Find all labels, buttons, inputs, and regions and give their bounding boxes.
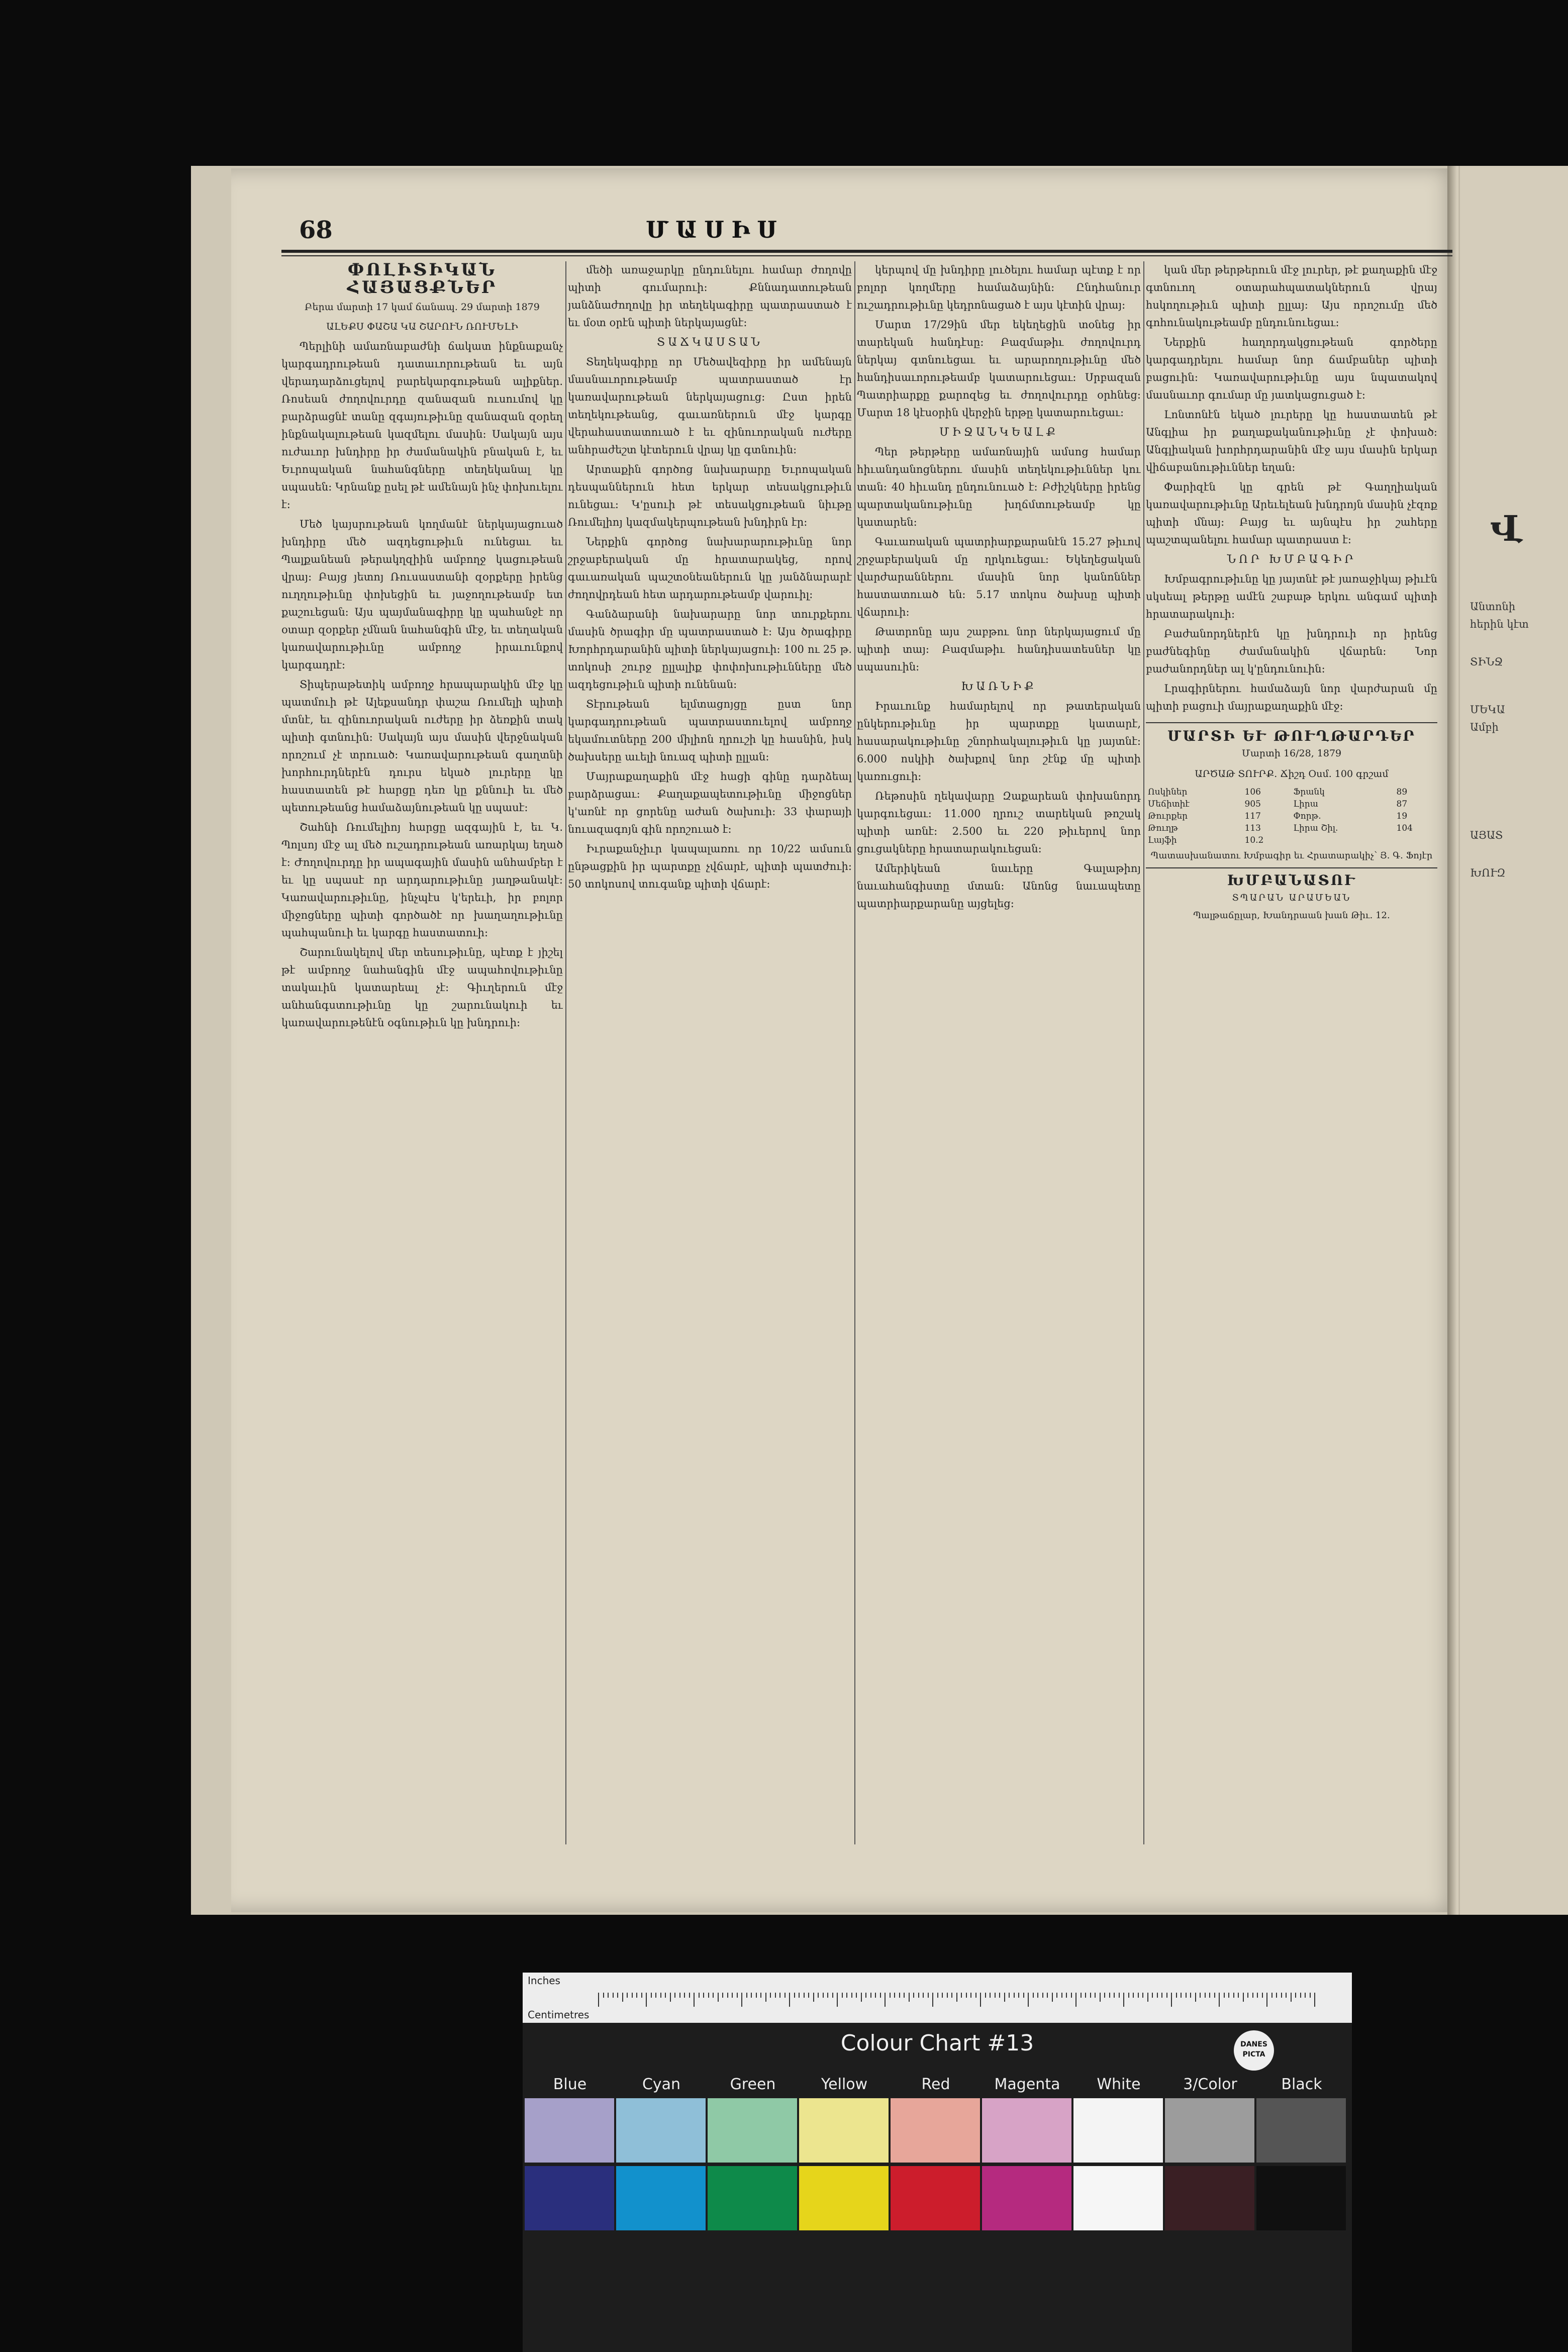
article-paragraph: Թատրոնը այս շաբթու նոր ներկայացում մը պիտի տայ։ Բազմաթիւ հանդիսատեսներ կը սպասուին։ bbox=[857, 626, 1141, 673]
ruler-tick bbox=[1238, 1993, 1239, 1998]
column-4 bbox=[1146, 261, 1437, 1849]
danes-picta-logo: DANES PICTA bbox=[1234, 2030, 1274, 2071]
article-paragraph: Փարիզէն կը գրեն թէ Գաղղիական կառավարութիւնը Արեւելեան խնդրոյն մասին չէզոք պիտի մնայ։ Բայց եւ այնպէս իր շահերը պաշտպանելու համար պատրաստ է։ bbox=[1146, 481, 1437, 546]
ruler-tick bbox=[1243, 1993, 1244, 2002]
ruler-tick bbox=[1119, 1993, 1120, 1998]
ruler-tick bbox=[861, 1993, 862, 2002]
ruler-tick bbox=[789, 1993, 790, 2007]
swatch-label-green: Green bbox=[730, 2076, 776, 2093]
ruler-tick bbox=[951, 1993, 952, 1998]
ruler-tick bbox=[617, 1993, 618, 1998]
facing-snippet: Ամբի bbox=[1470, 721, 1499, 733]
ruler-tick bbox=[1195, 1993, 1196, 2002]
ruler-tick bbox=[1104, 1993, 1105, 1998]
ruler-tick bbox=[980, 1993, 981, 2007]
ruler-tick bbox=[1075, 1993, 1076, 2007]
swatch-light bbox=[799, 2098, 889, 2163]
swatch-dark bbox=[1256, 2166, 1346, 2230]
article-paragraph: Իւրաքանչիւր կապալառու որ 10/22 ամսուն ընթացքին իր պարտքը չվճարէ, պիտի պատժուի։ 50 տոկոսով տուգանք պիտի վճարէ։ bbox=[568, 843, 852, 890]
ruler-tick bbox=[641, 1993, 642, 1998]
ruler-tick bbox=[1291, 1993, 1292, 2002]
ruler-tick bbox=[1219, 1993, 1220, 2007]
article-paragraph: Պերլինի ամառնաբաժնի ճակատ ինքնաքանչ կարգադրութեան դատաւորութեան եւ այն վերադարձուցելով բարեկարգութեան ալիքներ. Ռոսեան ժողովուրդը զանազան ուսումով կը բարձրացնէ տանը զգայութիւնը զանազան զօրեղ ինքնակալութեան կազմելու մասին։ Սակայն այս ուժաւոր խնդիրը իր ժամանակին բնական է, եւ Եւրոպական նահանգները տեղեկանալ կը սպասեն։ Կրնանք ըսել թէ ամենայն ինչ փոխուելու է։ bbox=[281, 340, 563, 511]
table-cell: 106 bbox=[1244, 787, 1261, 797]
ruler-tick bbox=[1181, 1993, 1182, 1998]
ruler-tick bbox=[1100, 1993, 1101, 2002]
swatch-dark bbox=[799, 2166, 889, 2230]
ruler-tick bbox=[923, 1993, 924, 1998]
header-rule-thin bbox=[281, 255, 1452, 256]
table-cell: Լիրա Շիլ. bbox=[1293, 823, 1338, 833]
ruler-tick bbox=[1300, 1993, 1301, 1998]
facing-page-fragment bbox=[1460, 166, 1568, 1915]
ruler-tick bbox=[1176, 1993, 1177, 1998]
table-cell bbox=[1291, 834, 1394, 846]
section-dateline: Բերա մարտի 17 կամ ճանապ. 29 մարտի 1879 bbox=[305, 302, 540, 313]
ruler-tick bbox=[880, 1993, 881, 1998]
ruler-tick bbox=[899, 1993, 900, 1998]
article-paragraph: Շահնի Ռումելիոյ հարցը ազգային է, եւ Կ. Պոլսոյ մէջ ալ մեծ ուշադրութեան առարկայ եղած է։ Ժողովուրդը իր ապագային մասին անհամբեր է եւ կը սպասէ որ արդարութիւնը յաղթանակէ։ Կառավարութիւնը, ինչպէս կ'երեւի, իր բոլոր միջոցները պիտի գործածէ որ խաղաղութիւնը պահպանուի եւ կարգը հաստատուի։ bbox=[281, 821, 563, 939]
ruler-tick bbox=[694, 1993, 695, 2007]
swatch-dark bbox=[891, 2166, 980, 2230]
ruler-tick bbox=[651, 1993, 652, 1998]
page-header bbox=[299, 216, 1163, 246]
ruler-tick bbox=[632, 1993, 633, 1998]
ruler-tick bbox=[904, 1993, 905, 1998]
ruler-tick bbox=[674, 1993, 675, 1998]
ruler-tick bbox=[1228, 1993, 1229, 1998]
article-paragraph: Լոնտոնէն եկած լուրերը կը հաստատեն թէ Անգլիա իր քաղաքականութիւնը չէ փոխած։ Անգլիական խորհրդարանին մէջ այս մասին երկար վիճաբանութիւններ եղան։ bbox=[1146, 409, 1437, 473]
facing-page-big-letter: Վ bbox=[1490, 508, 1522, 549]
ruler-tick bbox=[856, 1993, 857, 1998]
ruler-tick bbox=[1018, 1993, 1019, 1998]
section-heading: ՆՈՐ ԽՄԲԱԳԻՐ bbox=[1227, 553, 1356, 566]
ruler-tick bbox=[751, 1993, 752, 1998]
ruler-tick bbox=[1071, 1993, 1072, 1998]
swatch-dark bbox=[1073, 2166, 1163, 2230]
column-2 bbox=[568, 261, 852, 1849]
section-title: ՓՈԼԻՏԻԿԱՆ ՀԱՅԱՑՔՆԵՐ bbox=[347, 261, 498, 298]
ruler-tick bbox=[832, 1993, 833, 1998]
masthead: ՄԱՍԻՍ bbox=[646, 216, 785, 243]
ruler-tick bbox=[770, 1993, 771, 1998]
article-paragraph: Ռեթոսին ղեկավարը Զաքարեան փոխանորդ կարգուեցաւ։ 11.000 ղրուշ տարեկան թոշակ պիտի առնէ։ 2.500 եւ 220 թիւերով նոր ցուցակները հրատարակուեցան։ bbox=[857, 790, 1141, 855]
article-paragraph: Լրագիրներու համաձայն նոր վարժարան մը պիտի բացուի մայրաքաղաքին մէջ։ bbox=[1146, 682, 1437, 712]
ruler-tick bbox=[1266, 1993, 1267, 2007]
ruler-tick bbox=[794, 1993, 795, 1998]
facing-page-text bbox=[1470, 447, 1565, 882]
article-paragraph: Մարտ 17/29ին մեր եկեղեցին տօնեց իր տարեկան հանդէսը։ Բազմաթիւ ժողովուրդ ներկայ գտնուեցաւ եւ արարողութիւնը մեծ հանդիսաւորութեամբ կատարուեցաւ։ Սրբազան Պատրիարքը քարոզեց եւ ժողովուրդը օրհնեց։ Մարտ 18 կէսօրին վերջին երթը կատարուեցաւ։ bbox=[857, 319, 1141, 419]
ruler-tick bbox=[1085, 1993, 1086, 1998]
ruler-tick bbox=[928, 1993, 929, 1998]
ruler-tick bbox=[665, 1993, 666, 1998]
swatch-dark bbox=[982, 2166, 1071, 2230]
ruler-tick bbox=[756, 1993, 757, 1998]
ruler-tick bbox=[1200, 1993, 1201, 1998]
ruler-tick bbox=[865, 1993, 866, 1998]
article-paragraph: Բաժանորդներէն կը խնդրուի որ իրենց բաժնեգինը ժամանակին վճարեն։ Նոր բաժանորդներ ալ կ'ընդունուին։ bbox=[1146, 628, 1437, 675]
table-cell: 905 bbox=[1244, 799, 1261, 809]
ruler-tick bbox=[1171, 1993, 1172, 2007]
ruler-tick bbox=[956, 1993, 957, 2002]
table-row bbox=[1146, 786, 1437, 798]
column-3 bbox=[857, 261, 1141, 1849]
market-date: Մարտի 16/28, 1879 bbox=[1241, 748, 1342, 759]
swatch-label-yellow: Yellow bbox=[821, 2076, 868, 2093]
swatch-light bbox=[525, 2098, 614, 2163]
table-cell: 117 bbox=[1244, 811, 1261, 821]
table-cell: 89 bbox=[1396, 787, 1408, 797]
column-divider bbox=[854, 261, 855, 1844]
ruler-tick bbox=[1257, 1993, 1258, 1998]
ruler-tick bbox=[598, 1993, 599, 2007]
facing-snippet: հերին կէտ bbox=[1470, 618, 1529, 630]
swatch-labels bbox=[523, 2076, 1352, 2096]
ruler-tick bbox=[722, 1993, 723, 1998]
ruler-tick bbox=[1252, 1993, 1253, 1998]
ruler-tick bbox=[613, 1993, 614, 1998]
ruler-tick bbox=[1042, 1993, 1043, 1998]
ruler-tick bbox=[1262, 1993, 1263, 1998]
article-paragraph: Պեր թերթերը ամառնային ամսոց համար հիւանդանոցներու մասին տեղեկութիւններ կու տան։ 40 հիւանդ ընդունուած է։ Բժիշկները իրենց պարտականութիւնը խղճմտութեամբ կը կատարեն։ bbox=[857, 446, 1141, 528]
ruler-tick bbox=[827, 1993, 828, 1998]
ruler-tick bbox=[1271, 1993, 1272, 1998]
ruler-tick bbox=[1009, 1993, 1010, 1998]
swatch-dark bbox=[525, 2166, 614, 2230]
ruler-tick bbox=[1066, 1993, 1067, 1998]
swatch-label-black: Black bbox=[1281, 2076, 1322, 2093]
ruler-tick bbox=[818, 1993, 819, 1998]
ruler-tick bbox=[1047, 1993, 1048, 1998]
swatch-light bbox=[616, 2098, 706, 2163]
article-paragraph: Ամերիկեան նաւերը Գալաթիոյ նաւահանգիստը մտան։ Անոնց նաւապետը պատրիարքարանը այցելեց։ bbox=[857, 862, 1141, 910]
ruler-tick bbox=[737, 1993, 738, 1998]
article-paragraph: Գաւառական պատրիարքարանէն 15.27 թիւով շրջաբերական մը ղրկուեցաւ։ Եկեղեցական վարժարաններու մասին նոր կանոններ հաստատուած են։ 5.17 տոկոս ծախսը պիտի վճարուի։ bbox=[857, 536, 1141, 618]
ruler-tick bbox=[1128, 1993, 1129, 1998]
ruler-tick bbox=[1052, 1993, 1053, 2002]
ruler-tick bbox=[894, 1993, 895, 1998]
section-heading: ՄԻՋԱՆԿԵԱԼՔ bbox=[939, 426, 1059, 439]
ruler-tick bbox=[684, 1993, 685, 1998]
facing-snippet: ՏԻՆՋ bbox=[1470, 656, 1503, 668]
article-paragraph: Իրաւունք համարելով որ թատերական ընկերութիւնը իր պարտքը կատարէ, հասարակութիւնը շնորհակալութիւն կը յայտնէ։ 6.000 ոսկիի ծախքով նոր շէնք մը պիտի կառուցուի։ bbox=[857, 700, 1141, 782]
ruler-tick bbox=[1190, 1993, 1191, 1998]
ruler-tick bbox=[1023, 1993, 1024, 1998]
ruler-tick bbox=[999, 1993, 1000, 1998]
ruler-tick bbox=[603, 1993, 604, 1998]
ruler-tick bbox=[627, 1993, 628, 1998]
ruler-tick bbox=[913, 1993, 914, 1998]
facing-snippet: ԱՅԱՏ bbox=[1470, 829, 1503, 841]
swatch-light bbox=[891, 2098, 980, 2163]
ruler-tick bbox=[846, 1993, 847, 1998]
article-paragraph: կան մեր թերթերուն մէջ լուրեր, թէ քաղաքին մէջ գտնուող օտարահպատակներուն վրայ հսկողութիւն պիտի ըլլայ։ Այս որոշումը մեծ գոհունակութեամբ ընդունուեցաւ։ bbox=[1146, 264, 1437, 329]
ruler-tick bbox=[890, 1993, 891, 1998]
swatch-label-magenta: Magenta bbox=[994, 2076, 1060, 2093]
ruler-tick bbox=[760, 1993, 761, 1998]
colour-chart-title: Colour Chart #13 bbox=[840, 2030, 1034, 2056]
table-cell bbox=[1395, 834, 1438, 846]
ruler-tick bbox=[823, 1993, 824, 1998]
article-paragraph: մեծի առաջարկը ընդունելու համար ժողովը պիտի գումարուի։ Քննադատութեան յանձնաժողովը իր տեղեկագիրը պատրաստած է եւ մօտ օրէն պիտի ներկայացնէ։ bbox=[568, 264, 852, 329]
ruler-tick bbox=[995, 1993, 996, 1998]
ruler-tick bbox=[1095, 1993, 1096, 1998]
ruler-tick bbox=[1114, 1993, 1115, 1998]
article-paragraph: Տէրութեան ելմտացոյցը ըստ նոր կարգադրութեան պատրաստուելով ամբողջ եկամուտները 200 միլիոն ղրուշի կը հասնին, իսկ ծախսերը աւելի նուազ պիտի ըլլան։ bbox=[568, 698, 852, 763]
ruler-tick bbox=[741, 1993, 742, 2007]
swatch-label-white: White bbox=[1097, 2076, 1141, 2093]
article-paragraph: Արտաքին գործոց նախարարը Եւրոպական դեսպաններուն հետ երկար տեսակցութիւն ունեցաւ։ Կ'ըսուի թէ տեսակցութեան նիւթը Ռումելիոյ կազմակերպութեան խնդիրն էր։ bbox=[568, 463, 852, 528]
ruler-tick bbox=[1247, 1993, 1248, 1998]
article-paragraph: Շարունակելով մեր տեսութիւնը, պէտք է յիշել թէ ամբողջ նահանգին մէջ ապահովութիւնը տակաւին կատարեալ չէ։ Գիւղերուն մէջ անհանգստութիւնը կը շարունակուի եւ կառավարութենէն օգնութիւն կը խնդրուի։ bbox=[281, 946, 563, 1029]
table-cell: Թուրքեր bbox=[1148, 811, 1188, 821]
ruler-tick bbox=[975, 1993, 976, 1998]
ruler-tick bbox=[970, 1993, 971, 1998]
ruler-tick bbox=[765, 1993, 766, 2002]
ruler-tick bbox=[689, 1993, 690, 1998]
ruler-tick bbox=[1161, 1993, 1162, 1998]
market-title: ՄԱՐՏԻ ԵՒ ԹՈՒՂԹԱՐԴԵՐ bbox=[1167, 728, 1416, 744]
ruler-tick bbox=[713, 1993, 714, 1998]
table-row bbox=[1146, 798, 1437, 810]
swatch-label-cyan: Cyan bbox=[642, 2076, 681, 2093]
table-row bbox=[1146, 834, 1437, 846]
swatch-light bbox=[1165, 2098, 1254, 2163]
ruler-tick bbox=[909, 1993, 910, 2002]
swatch-dark bbox=[616, 2166, 706, 2230]
table-cell: Ֆրանկ bbox=[1293, 787, 1325, 797]
ruler-tick bbox=[1209, 1993, 1210, 1998]
ruler-tick bbox=[1295, 1993, 1296, 1998]
table-cell: Փորթ. bbox=[1293, 811, 1321, 821]
ruler-tick bbox=[990, 1993, 991, 1998]
ruler-tick bbox=[870, 1993, 871, 1998]
ruler-tick bbox=[1090, 1993, 1091, 1998]
imprint-address: Պալթաճըլար, Խանդրաան խան Թիւ. 12. bbox=[1193, 910, 1390, 921]
market-subtitle: ԱՐԾԱԹ ՏՈՒՐՔ. Ճիշդ Օսմ. 100 գրշամ bbox=[1195, 768, 1389, 779]
ruler-tick bbox=[1147, 1993, 1148, 2002]
table-cell: 104 bbox=[1396, 823, 1413, 833]
ruler-tick bbox=[1028, 1993, 1029, 2007]
colour-chart-target bbox=[523, 1973, 1352, 2352]
article-paragraph: Ներքին հաղորդակցութեան գործերը կարգադրելու համար նոր ճամբաներ պիտի բացուին։ Կառավարութիւնը այս նպատակով մասնաւոր գումար մը յատկացուցած է։ bbox=[1146, 336, 1437, 401]
article-paragraph: Գանձարանի նախարարը նոր տուրքերու մասին ծրագիր մը պատրաստած է։ Այս ծրագիրը Խորհրդարանին պիտի ներկայացուի։ 100 ու 25 թ. տոկոսի շուրջ ըլլալիք փոփոխութիւնները մեծ ազդեցութիւն պիտի ունենան։ bbox=[568, 608, 852, 691]
ruler-tick bbox=[985, 1993, 986, 1998]
ruler-tick bbox=[1037, 1993, 1038, 1998]
page-number: 68 bbox=[299, 216, 333, 244]
ruler-cm-label: Centimetres bbox=[528, 2009, 590, 2021]
ruler-tick bbox=[779, 1993, 780, 1998]
article-paragraph: Ներքին գործոց նախարարութիւնը նոր շրջաբերական մը հրատարակեց, որով գաւառական պաշտօնեաներուն կը յանձնարարէ ժողովրդեան հետ արդարութեամբ վարուիլ։ bbox=[568, 536, 852, 601]
ruler-tick bbox=[1142, 1993, 1143, 1998]
ruler-tick bbox=[1310, 1993, 1311, 1998]
ruler-tick bbox=[875, 1993, 876, 1998]
ruler-tick bbox=[1061, 1993, 1062, 1998]
swatch-light bbox=[1073, 2098, 1163, 2163]
measurement-ruler bbox=[523, 1973, 1352, 2023]
ruler-tick bbox=[1133, 1993, 1134, 1998]
ruler-tick bbox=[655, 1993, 656, 1998]
swatch-light bbox=[1256, 2098, 1346, 2163]
imprint bbox=[1146, 867, 1437, 924]
ruler-tick bbox=[1056, 1993, 1057, 1998]
column-1 bbox=[281, 261, 563, 1849]
swatch-label-red: Red bbox=[921, 2076, 950, 2093]
ruler-tick bbox=[937, 1993, 938, 1998]
section-heading: ԽԱՌՆԻՔ bbox=[961, 680, 1037, 693]
ruler-tick bbox=[679, 1993, 680, 1998]
ruler-tick bbox=[1224, 1993, 1225, 1998]
ruler-tick bbox=[1166, 1993, 1167, 1998]
ruler-tick bbox=[837, 1993, 838, 2007]
ruler-tick bbox=[699, 1993, 700, 1998]
article-paragraph: Մայրաքաղաքին մէջ հացի գինը դարձեալ բարձրացաւ։ Քաղաքապետութիւնը միջոցներ կ'առնէ որ ցորենը աժան ծախուի։ 33 փարայի նուազագոյն գին որոշուած է։ bbox=[568, 770, 852, 835]
ruler-tick bbox=[670, 1993, 671, 2002]
header-rule bbox=[281, 250, 1452, 253]
ruler-tick bbox=[1152, 1993, 1153, 1998]
market-rates-box bbox=[1146, 722, 1437, 846]
ruler-tick bbox=[727, 1993, 728, 1998]
ruler-tick bbox=[1014, 1993, 1015, 1998]
ruler-tick bbox=[808, 1993, 809, 1998]
ruler-tick bbox=[746, 1993, 747, 1998]
ruler-tick bbox=[918, 1993, 919, 1998]
ruler-tick bbox=[1286, 1993, 1287, 1998]
ruler-tick bbox=[1081, 1993, 1082, 1998]
ruler-tick bbox=[708, 1993, 709, 1998]
table-cell: 10.2 bbox=[1244, 835, 1264, 845]
swatch-light bbox=[982, 2098, 1071, 2163]
column-divider bbox=[565, 261, 566, 1844]
ruler-tick bbox=[842, 1993, 843, 1998]
ruler-tick bbox=[703, 1993, 704, 1998]
table-cell: Լիրա bbox=[1293, 799, 1318, 809]
table-row bbox=[1146, 822, 1437, 834]
ruler-tick bbox=[1205, 1993, 1206, 1998]
ruler-tick bbox=[1281, 1993, 1282, 1998]
swatch-light bbox=[708, 2098, 797, 2163]
article-paragraph: կերպով մը խնդիրը լուծելու համար պէտք է որ բոլոր կողմերը համաձայնին։ Ընդհանուր ուշադրութիւնը կեդրոնացած է այս կէտին վրայ։ bbox=[857, 264, 1141, 311]
ruler-tick bbox=[1214, 1993, 1215, 1998]
ruler-tick bbox=[804, 1993, 805, 1998]
table-cell: 113 bbox=[1244, 823, 1261, 833]
article-paragraph: Տիպերաթետիկ ամբողջ հրապարակին մէջ կը պատմուի թէ Ալեքսանդր փաշա Ռումելի պիտի մտնէ, եւ զինուորական ուժերը իր ձեռքին տակ պիտի գտնուին։ Սակայն այս մասին վերջնական որոշում չէ տրուած։ Կառավարութեան գաղտնի խորհուրդներէն դուրս եկած լուրերը կը հաստատեն թէ հարցը դեռ կը քննուի եւ մեծ պետութեանց համաձայնութեան կը սպասէ։ bbox=[281, 678, 563, 814]
section-heading: ՏԱՃԿԱՍՏԱՆ bbox=[657, 336, 763, 349]
ruler-tick bbox=[966, 1993, 967, 1998]
facing-snippet: ԽՈՒԶ bbox=[1470, 867, 1506, 879]
ruler-tick bbox=[660, 1993, 661, 1998]
imprint-title: ԽՄԲԱՆԱՏՈՒ bbox=[1227, 872, 1356, 889]
ruler-tick bbox=[1314, 1993, 1315, 2007]
swatch-dark bbox=[708, 2166, 797, 2230]
table-cell: Ոսկիներ bbox=[1148, 787, 1188, 797]
table-cell: Լայֆի bbox=[1148, 835, 1177, 845]
market-rates-table bbox=[1146, 786, 1437, 846]
ruler-tick bbox=[885, 1993, 886, 2007]
ruler-tick bbox=[1033, 1993, 1034, 1998]
ruler-tick bbox=[813, 1993, 814, 2002]
ruler-tick bbox=[942, 1993, 943, 1998]
ruler-tick bbox=[646, 1993, 647, 2007]
facing-snippet: Անտոնի bbox=[1470, 601, 1516, 613]
ruler-inches-label: Inches bbox=[528, 1975, 560, 1987]
article-paragraph: Մեծ կայսրութեան կողմանէ ներկայացուած խնդիրը մեծ ազդեցութիւն ունեցաւ եւ Պալքանեան թերակղզիին ամբողջ կացութեան վրայ։ Բայց յետոյ Ռուսաստանի զօրքերը իրենց ուղղութիւնը փոխեցին եւ յաջողութեամբ ետ քաշուեցան։ Այս պայմանագիրը կը պահանջէ որ օտար զօրքեր չմնան նահանգին մէջ, եւ տեղական կառավարութիւնը ամբողջ իրաւունքով կարգադրէ։ bbox=[281, 518, 563, 671]
ruler-tick bbox=[947, 1993, 948, 1998]
ruler-tick bbox=[1186, 1993, 1187, 1998]
table-cell: 87 bbox=[1396, 799, 1408, 809]
ruler-tick bbox=[1004, 1993, 1005, 2002]
article-kicker: ԱԼԵՔՍ ՓԱՇԱ ԿԱ ՇԱՐՈՒՆ ՌՈՒՄԵԼԻ bbox=[326, 321, 518, 332]
column-divider bbox=[1143, 261, 1144, 1844]
publisher-notice: Պատասխանատու Խմբագիր եւ Հրատարակիչ՝ Յ. Գ. Ֆոյէր bbox=[1150, 850, 1433, 861]
ruler-tick bbox=[851, 1993, 852, 1998]
swatch-label-3-color: 3/Color bbox=[1183, 2076, 1237, 2093]
ruler-tick bbox=[622, 1993, 623, 2002]
ruler-tick bbox=[1109, 1993, 1110, 1998]
facing-snippet: ՄԵԿԱ bbox=[1470, 704, 1505, 716]
table-row bbox=[1146, 810, 1437, 822]
ruler-tick bbox=[775, 1993, 776, 1998]
article-paragraph: Տեղեկագիրը որ Մեծավեզիրը իր ամենայն մասնաւորութեամբ պատրաստած էր կառավարութեան ներկայացուց։ Ըստ իրեն տեղեկութեանց, գաւառներուն մէջ կարգը վերահաստատուած է եւ զինուորական ուժերը անհրաժեշտ կէտերուն վրայ կը գտնուին։ bbox=[568, 356, 852, 456]
imprint-press: ՏՊԱՐԱՆ ԱՐԱՄԵԱՆ bbox=[1232, 893, 1351, 903]
ruler-tick bbox=[1157, 1993, 1158, 1998]
ruler-tick bbox=[785, 1993, 786, 1998]
ruler-tick bbox=[636, 1993, 637, 1998]
article-paragraph: Խմբագրութիւնը կը յայտնէ թէ յառաջիկայ թիւէն սկսեալ թերթը ամէն շաբաթ երկու անգամ պիտի հրատարակուի։ bbox=[1146, 573, 1437, 620]
ruler-tick bbox=[1233, 1993, 1234, 1998]
ruler-tick bbox=[732, 1993, 733, 1998]
ruler-tick bbox=[1305, 1993, 1306, 1998]
swatch-dark bbox=[1165, 2166, 1254, 2230]
table-cell: 19 bbox=[1396, 811, 1408, 821]
ruler-tick bbox=[1123, 1993, 1124, 2007]
ruler-tick bbox=[1276, 1993, 1277, 1998]
swatch-label-blue: Blue bbox=[553, 2076, 587, 2093]
table-cell: Մեճիտիէ bbox=[1148, 799, 1190, 809]
ruler-tick bbox=[799, 1993, 800, 1998]
ruler-tick bbox=[1138, 1993, 1139, 1998]
ruler-tick bbox=[718, 1993, 719, 2002]
ruler-tick bbox=[961, 1993, 962, 1998]
table-cell: Թուղթ bbox=[1148, 823, 1178, 833]
ruler-tick bbox=[608, 1993, 609, 1998]
ruler-tick bbox=[932, 1993, 933, 2007]
